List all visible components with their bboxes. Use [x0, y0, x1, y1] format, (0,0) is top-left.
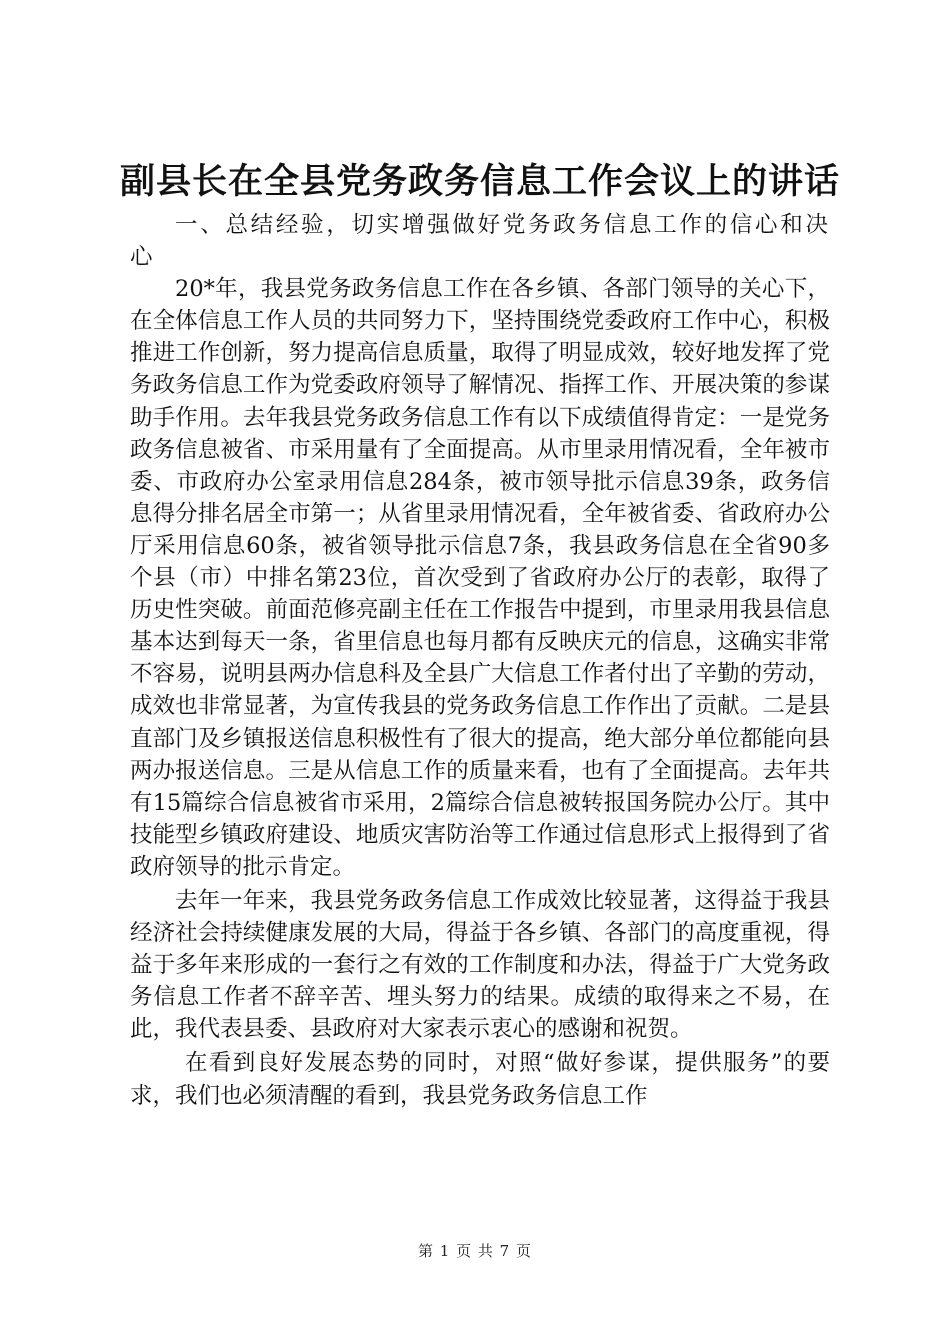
section-heading: 一、总结经验，切实增强做好党务政务信息工作的信心和决心 [130, 212, 830, 271]
body-paragraph: 去年一年来，我县党务政务信息工作成效比较显著，这得益于我县经济社会持续健康发展的大局，得益于各乡镇、各部门的高度重视，得益于多年来形成的一套行之有效的工作制度和办法，得益于广大党务政务信息工作者不辞辛苦、埋头努力的结果。成绩的取得来之不易，在此，我代表县委、县政府对大家表示衷心的感谢和祝贺。 [130, 887, 830, 1043]
page-number: 第 1 页 共 7 页 [418, 1242, 532, 1260]
document-title: 副县长在全县党务政务信息工作会议上的讲话 [120, 161, 841, 202]
body-paragraph: 在看到良好发展态势的同时，对照“做好参谋，提供服务”的要求，我们也必须清醒的看到，我县党务政务信息工作 [130, 1050, 830, 1109]
body-paragraph: 20*年，我县党务政务信息工作在各乡镇、各部门领导的关心下，在全体信息工作人员的共同努力下，坚持围绕党委政府工作中心，积极推进工作创新，努力提高信息质量，取得了明显成效，较好地发挥了党务政务信息工作为党委政府领导了解情况、指挥工作、开展决策的参谋助手作用。去年我县党务政务信息工作有以下成绩值得肯定：一是党务政务信息被省、市采用量有了全面提高。从市里录用情况看，全年被市委、市政府办公室录用信息284条，被市领导批示信息39条，政务信息得分排名居全市第一；从省里录用情况看，全年被省委、省政府办公厅采用信息60条，被省领导批示信息7条，我县政务信息在全省90多个县（市）中排名第23位，首次受到了省政府办公厅的表彰，取得了历史性突破。前面范修亮副主任在工作报告中提到，市里录用我县信息基本达到每天一条，省里信息也每月都有反映庆元的信息，这确实非常不容易，说明县两办信息科及全县广大信息工作者付出了辛勤的劳动，成效也非常显著，为宣传我县的党务政务信息工作作出了贡献。二是县直部门及乡镇报送信息积极性有了很大的提高，绝大部分单位都能向县两办报送信息。三是从信息工作的质量来看，也有了全面提高。去年共有15篇综合信息被省市采用，2篇综合信息被转报国务院办公厅。其中技能型乡镇政府建设、地质灾害防治等工作通过信息形式上报得到了省政府领导的批示肯定。 [130, 276, 830, 880]
document-body [130, 209, 830, 1112]
